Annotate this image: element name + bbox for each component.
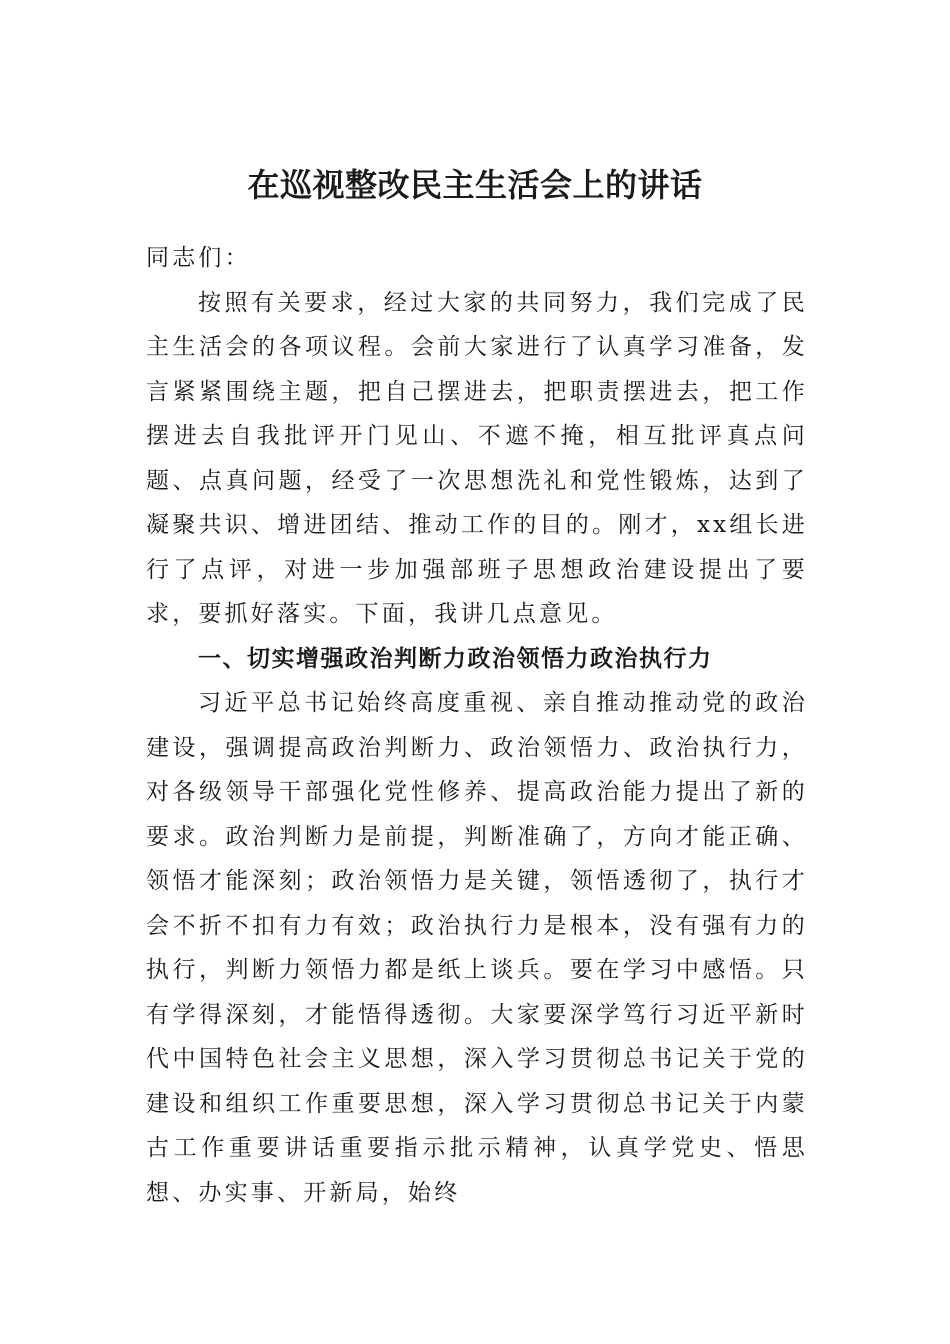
document-title: 在巡视整改民主生活会上的讲话 (247, 166, 703, 204)
salutation: 同志们： (146, 245, 251, 271)
paragraph-opening: 按照有关要求，经过大家的共同努力，我们完成了民主生活会的各项议程。会前大家进行了认真学习准备，发言紧紧围绕主题，把自己摆进去，把职责摆进去，把工作摆进去自我批评开门见山、不遮不掩，相互批评真点问题、点真问题，经受了一次思想洗礼和党性锻炼，达到了凝聚共识、增进团结、推动工作的目的。刚才，xx组长进行了点评，对进一步加强部班子思想政治建设提出了要求，要抓好落实。下面，我讲几点意见。 (146, 289, 808, 627)
section-heading-1: 一、切实增强政治判断力政治领悟力政治执行力 (198, 645, 713, 672)
document-body (146, 236, 808, 1215)
paragraph-section-1: 习近平总书记始终高度重视、亲自推动推动党的政治建设，强调提高政治判断力、政治领悟力、政治执行力，对各级领导干部强化党性修养、提高政治能力提出了新的要求。政治判断力是前提，判断准确了，方向才能正确、领悟才能深刻；政治领悟力是关键，领悟透彻了，执行才会不折不扣有力有效；政治执行力是根本，没有强有力的执行，判断力领悟力都是纸上谈兵。要在学习中感悟。只有学得深刻，才能悟得透彻。大家要深学笃行习近平新时代中国特色社会主义思想，深入学习贯彻总书记关于党的建设和组织工作重要思想，深入学习贯彻总书记关于内蒙古工作重要讲话重要指示批示精神，认真学党史、悟思想、办实事、开新局，始终 (146, 690, 808, 1206)
